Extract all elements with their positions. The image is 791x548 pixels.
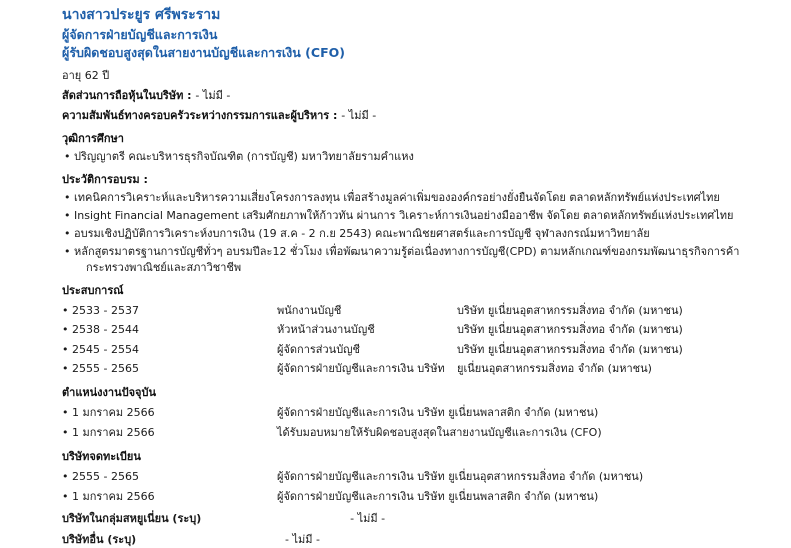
training-item-text: อบรมเชิงปฏิบัติการวิเคราะห์งบการเงิน (19 ส.ค - 2 ก.ย 2543) คณะพาณิชยศาสตร์และการบัญชี จุฬาลงกรณ์มหาวิทยาลัย [74,226,650,240]
experience-period [62,340,277,359]
experience-company: บริษัท ยูเนี่ยนอุตสาหกรรมสิ่งทอ จำกัด (มหาชน) [457,303,683,317]
other-company-label: บริษัทอื่น (ระบุ) [62,532,137,546]
experience-period-text: 2545 - 2554 [72,342,139,356]
list-item [62,244,781,276]
training-item-text: เทคนิคการวิเคราะห์และบริหารความเสี่ยงโครงการลงทุน เพื่อสร้างมูลค่าเพิ่มขององค์กรอย่างยั่งยืนจัดโดย ตลาดหลักทรัพย์แห่งประเทศไทย [74,191,720,205]
bullet-icon: • [62,342,69,356]
bullet-icon: • [62,470,69,484]
other-company-row [62,530,781,548]
family-relation-value: - ไม่มี - [341,109,377,123]
current-position-title: ผู้จัดการฝ่ายบัญชีและการเงิน บริษัท ยูเนี่ยนพลาสติก จำกัด (มหาชน) [277,406,599,420]
family-relation-row [62,106,781,124]
shareholding-label: สัดส่วนการถือหุ้นในบริษัท : [62,89,192,103]
list-item [62,149,781,165]
table-row [62,301,781,320]
table-row [62,340,781,359]
shareholding-row [62,86,781,104]
bullet-icon: • [62,303,69,317]
experience-company: บริษัท ยูเนี่ยนอุตสาหกรรมสิ่งทอ จำกัด (มหาชน) [457,323,683,337]
training-heading: ประวัติการอบรม : [62,173,148,187]
education-heading: วุฒิการศึกษา [62,132,124,146]
experience-period [62,320,277,339]
bullet-icon: • [62,425,69,439]
experience-heading: ประสบการณ์ [62,283,124,297]
registered-company-period-text: 1 มกราคม 2566 [72,489,155,503]
age-text: อายุ 62 ปี [62,69,110,83]
experience-company: บริษัท ยูเนี่ยนอุตสาหกรรมสิ่งทอ จำกัด (มหาชน) [457,342,683,356]
list-item [62,190,781,206]
registered-company-heading: บริษัทจดทะเบียน [62,450,141,464]
current-position-table [62,403,781,442]
current-position-period-text: 1 มกราคม 2566 [72,425,155,439]
table-row [62,320,781,339]
training-item-text: Insight Financial Management เสริมศักยภาพให้ก้าวทัน ผ่านการ วิเคราะห์การเงินอย่างมืออาชีพ จัดโดย ตลาดหลักทรัพย์แห่งประเทศไทย [74,209,734,223]
table-row [62,359,781,378]
experience-period [62,359,277,378]
bullet-icon: • [62,361,69,375]
experience-period-text: 2533 - 2537 [72,303,139,317]
table-row [62,467,781,486]
family-relation-label: ความสัมพันธ์ทางครอบครัวระหว่างกรรมการและผู้บริหาร : [62,109,338,123]
current-position-title: ได้รับมอบหมายให้รับผิดชอบสูงสุดในสายงานบัญชีและการเงิน (CFO) [277,425,602,439]
training-list [62,190,781,276]
bullet-icon: • [62,323,69,337]
table-row [62,423,781,442]
experience-company: ยูเนี่ยนอุตสาหกรรมสิ่งทอ จำกัด (มหาชน) [457,361,652,375]
current-position-heading: ตำแหน่งงานปัจจุบัน [62,386,156,400]
table-row [62,403,781,422]
table-row [62,487,781,506]
training-item-text-cont: กระทรวงพาณิชย์และสภาวิชาชีพ [86,260,242,274]
experience-table [62,301,781,379]
person-name: นางสาวประยูร ศรีพระราม [62,7,221,23]
experience-title: ผู้จัดการฝ่ายบัญชีและการเงิน บริษัท [277,361,445,375]
registered-company-title: ผู้จัดการฝ่ายบัญชีและการเงิน บริษัท ยูเนี่ยนอุตสาหกรรมสิ่งทอ จำกัด (มหาชน) [277,470,644,484]
registered-company-period [62,467,277,486]
current-position-period-text: 1 มกราคม 2566 [72,406,155,420]
registered-company-table [62,467,781,506]
list-item [62,226,781,242]
shareholding-value: - ไม่มี - [195,89,231,103]
position-title-line1: ผู้จัดการฝ่ายบัญชีและการเงิน [62,26,218,42]
experience-period-text: 2538 - 2544 [72,323,139,337]
education-item-text: ปริญญาตรี คณะบริหารธุรกิจบัณฑิต (การบัญชี) มหาวิทยาลัยรามคำแหง [74,150,414,164]
list-item [62,208,781,224]
experience-period-text: 2555 - 2565 [72,361,139,375]
position-title-line2: ผู้รับผิดชอบสูงสุดในสายงานบัญชีและการเงิน (CFO) [62,45,345,61]
registered-company-title: ผู้จัดการฝ่ายบัญชีและการเงิน บริษัท ยูเนี่ยนพลาสติก จำกัด (มหาชน) [277,489,599,503]
education-list [62,149,781,165]
registered-company-period [62,487,277,506]
bullet-icon: • [62,489,69,503]
experience-title: พนักงานบัญชี [277,303,342,317]
current-position-period [62,403,277,422]
affiliate-company-row [62,509,781,527]
bullet-icon: • [62,406,69,420]
affiliate-company-label: บริษัทในกลุ่มสหยูเนี่ยน (ระบุ) [62,511,202,525]
other-company-value: - ไม่มี - [285,532,321,546]
affiliate-company-value: - ไม่มี - [350,511,386,525]
experience-title: ผู้จัดการส่วนบัญชี [277,342,361,356]
training-item-text: หลักสูตรมาตรฐานการบัญชีทั่วๆ อบรมปีละ12 ชั่วโมง เพื่อพัฒนาความรู้ต่อเนื่องทางการบัญชี(CPD) ตามหลักเกณฑ์ของกรมพัฒนาธุรกิจการค้า [74,244,740,258]
experience-period [62,301,277,320]
registered-company-period-text: 2555 - 2565 [72,470,139,484]
current-position-period [62,423,277,442]
experience-title: หัวหน้าส่วนงานบัญชี [277,323,375,337]
